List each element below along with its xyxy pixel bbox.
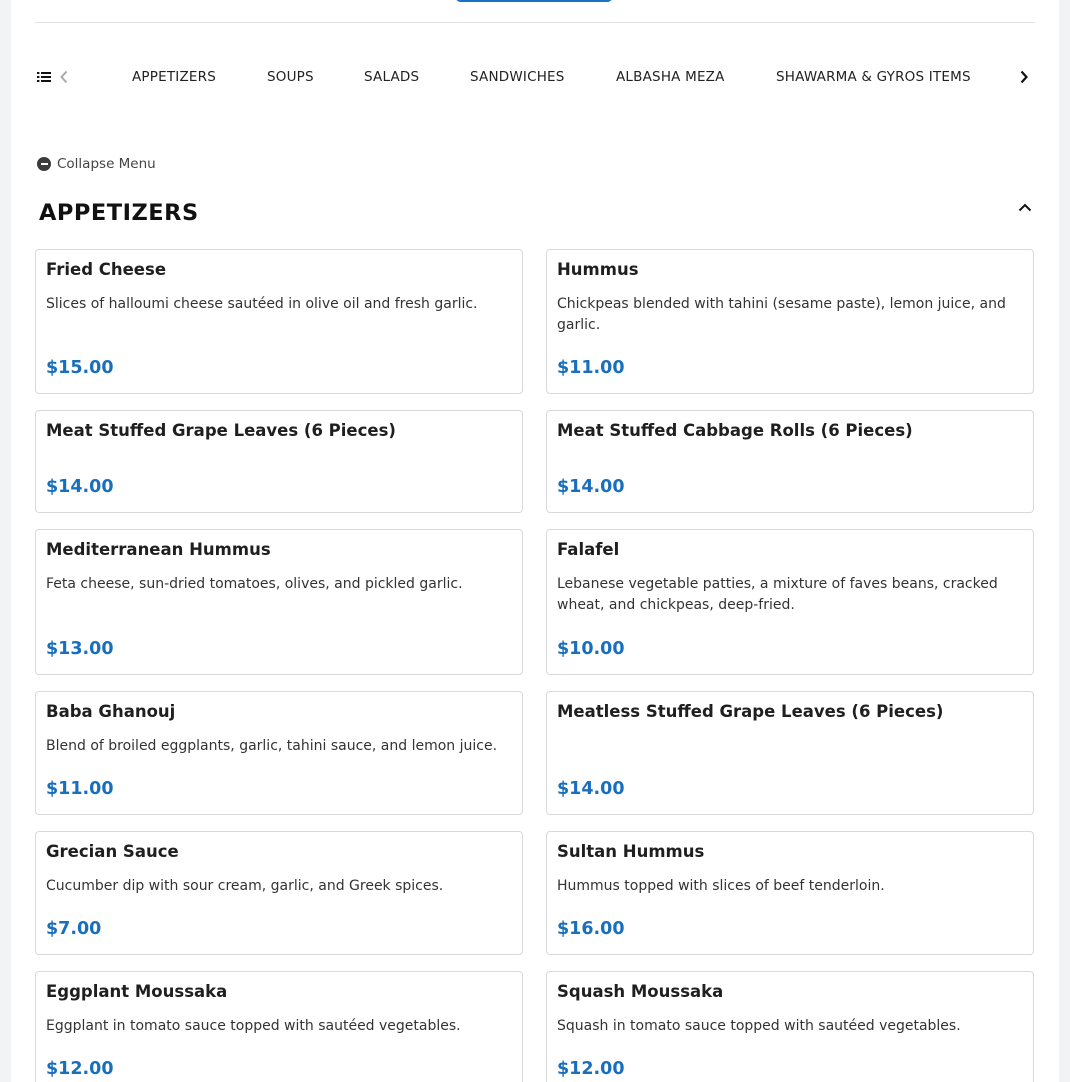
minus-circle-icon xyxy=(37,157,51,171)
tab-appetizers[interactable]: APPETIZERS xyxy=(132,69,217,85)
menu-item-card[interactable] xyxy=(35,249,523,394)
item-description: Squash in tomato sauce topped with sautéed vegetables. xyxy=(557,1018,961,1034)
menu-item-card[interactable] xyxy=(546,249,1034,394)
menu-item-card[interactable] xyxy=(35,529,523,675)
item-price: $15.00 xyxy=(46,358,114,378)
item-description: Slices of halloumi cheese sautéed in olive oil and fresh garlic. xyxy=(46,296,478,312)
order-button[interactable] xyxy=(455,0,613,2)
menu-item-card[interactable] xyxy=(35,971,523,1082)
section-title: APPETIZERS xyxy=(39,200,199,226)
item-name: Fried Cheese xyxy=(46,260,167,279)
tab-sandwiches[interactable]: SANDWICHES xyxy=(470,69,565,85)
tab-shawarma-gyros[interactable]: SHAWARMA & GYROS ITEMS xyxy=(776,69,971,85)
item-name: Grecian Sauce xyxy=(46,842,179,861)
menu-item-card[interactable] xyxy=(546,529,1034,675)
tab-soups[interactable]: SOUPS xyxy=(267,69,314,85)
item-price: $12.00 xyxy=(557,1059,625,1079)
item-price: $11.00 xyxy=(557,358,625,378)
item-price: $13.00 xyxy=(46,639,114,659)
list-icon[interactable] xyxy=(35,60,53,94)
item-description: Chickpeas blended with tahini (sesame paste), lemon juice, and garlic. xyxy=(557,296,1006,333)
item-name: Sultan Hummus xyxy=(557,842,705,861)
item-description: Hummus topped with slices of beef tenderloin. xyxy=(557,878,885,894)
item-description: Blend of broiled eggplants, garlic, tahini sauce, and lemon juice. xyxy=(46,738,498,754)
chevron-up-icon[interactable] xyxy=(1015,198,1035,218)
item-name: Meatless Stuffed Grape Leaves (6 Pieces) xyxy=(557,702,944,721)
menu-page xyxy=(11,0,1059,1082)
item-price: $10.00 xyxy=(557,639,625,659)
item-price: $14.00 xyxy=(46,477,114,497)
collapse-menu-button[interactable] xyxy=(37,154,156,174)
item-description: Feta cheese, sun-dried tomatoes, olives, and pickled garlic. xyxy=(46,576,463,592)
menu-item-card[interactable] xyxy=(546,831,1034,955)
item-price: $16.00 xyxy=(557,919,625,939)
item-name: Meat Stuffed Grape Leaves (6 Pieces) xyxy=(46,421,396,440)
item-name: Eggplant Moussaka xyxy=(46,982,228,1001)
menu-item-card[interactable] xyxy=(546,691,1034,815)
chevron-left-icon[interactable] xyxy=(57,60,71,94)
menu-item-card[interactable] xyxy=(35,410,523,513)
item-price: $12.00 xyxy=(46,1059,114,1079)
menu-item-card[interactable] xyxy=(35,691,523,815)
item-description: Lebanese vegetable patties, a mixture of faves beans, cracked wheat, and chickpeas, deep-fried. xyxy=(557,576,998,613)
item-name: Baba Ghanouj xyxy=(46,702,176,721)
item-price: $14.00 xyxy=(557,477,625,497)
item-name: Squash Moussaka xyxy=(557,982,724,1001)
tab-albasha-meza[interactable]: ALBASHA MEZA xyxy=(616,69,725,85)
collapse-menu-label: Collapse Menu xyxy=(57,156,156,172)
item-name: Hummus xyxy=(557,260,639,279)
tab-salads[interactable]: SALADS xyxy=(364,69,420,85)
item-price: $11.00 xyxy=(46,779,114,799)
menu-item-card[interactable] xyxy=(546,971,1034,1082)
item-price: $14.00 xyxy=(557,779,625,799)
item-description: Eggplant in tomato sauce topped with sautéed vegetables. xyxy=(46,1018,461,1034)
chevron-right-icon[interactable] xyxy=(1013,60,1035,94)
item-name: Meat Stuffed Cabbage Rolls (6 Pieces) xyxy=(557,421,913,440)
category-nav xyxy=(35,60,1035,94)
menu-item-card[interactable] xyxy=(546,410,1034,513)
item-price: $7.00 xyxy=(46,919,102,939)
menu-item-card[interactable] xyxy=(35,831,523,955)
divider xyxy=(35,22,1035,23)
item-description: Cucumber dip with sour cream, garlic, and Greek spices. xyxy=(46,878,444,894)
item-name: Mediterranean Hummus xyxy=(46,540,271,559)
item-name: Falafel xyxy=(557,540,620,559)
